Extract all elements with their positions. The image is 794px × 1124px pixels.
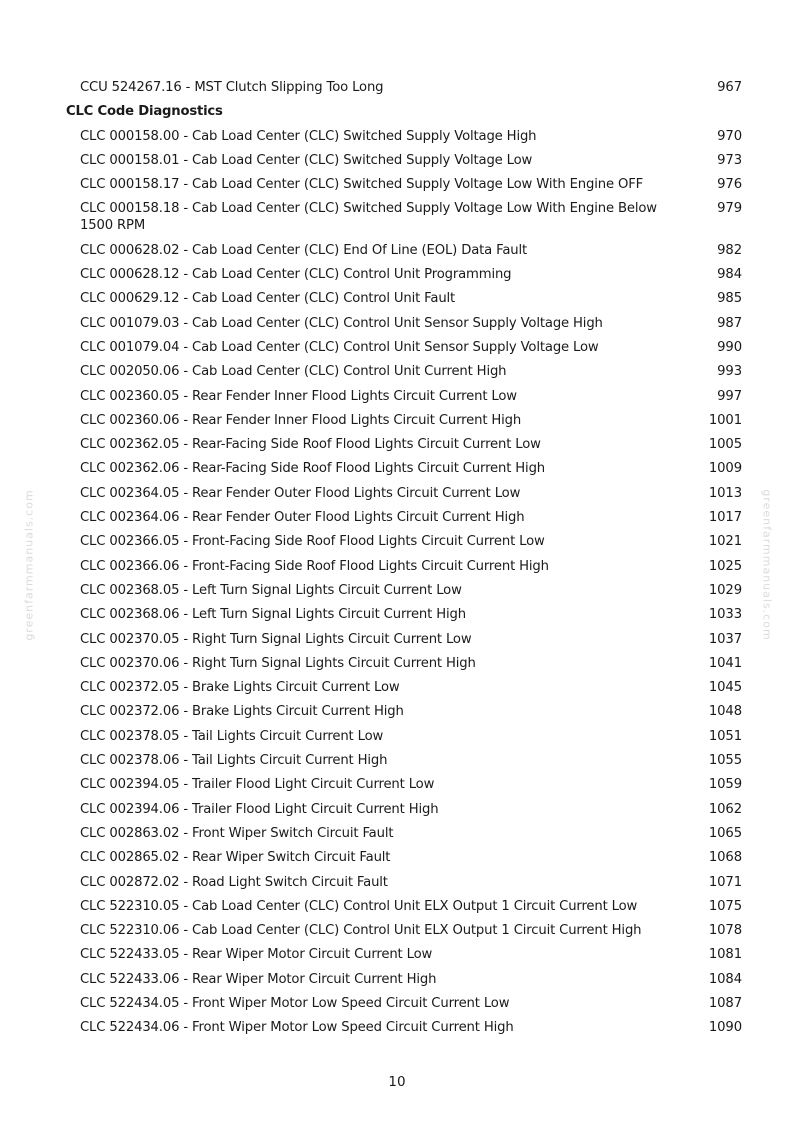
toc-entry-page: 1005 — [708, 437, 742, 453]
toc-entry-page: 993 — [717, 364, 742, 380]
toc-entry[interactable] — [0, 991, 794, 1015]
toc-entry-title: CLC 002366.06 - Front-Facing Side Roof Flood Lights Circuit Current High — [80, 558, 549, 574]
toc-section-heading — [0, 99, 794, 123]
toc-entry-title: CLC 002364.05 - Rear Fender Outer Flood Lights Circuit Current Low — [80, 485, 521, 501]
toc-entry[interactable] — [0, 772, 794, 796]
toc-entry-title: CLC 002394.05 - Trailer Flood Light Circuit Current Low — [80, 777, 435, 793]
toc-entry-title: CLC 002372.06 - Brake Lights Circuit Current High — [80, 704, 404, 720]
toc-entry-title: CLC 002368.06 - Left Turn Signal Lights Circuit Current High — [80, 607, 466, 623]
toc-entry-title: CLC 002370.05 - Right Turn Signal Lights Circuit Current Low — [80, 631, 472, 647]
page-number: 10 — [388, 1074, 406, 1090]
toc-entry-title: CLC 001079.04 - Cab Load Center (CLC) Control Unit Sensor Supply Voltage Low — [80, 339, 599, 355]
toc-entry-page: 1017 — [708, 510, 742, 526]
toc-entry-page: 987 — [717, 315, 742, 331]
toc-entry[interactable] — [0, 311, 794, 335]
toc-entry[interactable] — [0, 408, 794, 432]
toc-entry-title: CLC 002362.05 - Rear-Facing Side Roof Flood Lights Circuit Current Low — [80, 437, 541, 453]
toc-entry-title: CLC 002378.06 - Tail Lights Circuit Current High — [80, 753, 388, 769]
toc-entry-page: 1087 — [708, 995, 742, 1011]
toc-entry-page: 997 — [717, 388, 742, 404]
toc-entry-page: 967 — [717, 80, 742, 95]
toc-entry[interactable] — [0, 1015, 794, 1039]
toc-entry-title: CLC 000629.12 - Cab Load Center (CLC) Control Unit Fault — [80, 291, 456, 307]
toc-entry-page: 1068 — [708, 850, 742, 866]
toc-entry-page: 1081 — [708, 947, 742, 963]
toc-entry[interactable] — [0, 602, 794, 626]
toc-entry-title: CLC 002872.02 - Road Light Switch Circuit Fault — [80, 874, 388, 890]
toc-entry[interactable] — [0, 821, 794, 845]
toc-entry-title: CLC 002050.06 - Cab Load Center (CLC) Control Unit Current High — [80, 364, 507, 380]
toc-entry[interactable] — [0, 286, 794, 310]
toc-entry[interactable] — [0, 335, 794, 359]
toc-entry[interactable] — [0, 675, 794, 699]
toc-entry-title: CLC 002360.06 - Rear Fender Inner Flood Lights Circuit Current High — [80, 412, 522, 428]
toc-entry-title: CLC 002394.06 - Trailer Flood Light Circuit Current High — [80, 801, 439, 817]
toc-entry-page: 1025 — [708, 558, 742, 574]
toc-entry[interactable] — [0, 75, 794, 99]
table-of-contents — [0, 75, 794, 1040]
toc-entry-page: 1009 — [708, 461, 742, 477]
toc-entry[interactable] — [0, 748, 794, 772]
toc-entry[interactable] — [0, 627, 794, 651]
toc-entry-page: 1045 — [708, 680, 742, 696]
toc-entry-page: 1071 — [708, 874, 742, 890]
toc-entry-page: 1090 — [708, 1020, 742, 1036]
toc-entry-page: 1037 — [708, 631, 742, 647]
toc-entry[interactable] — [0, 529, 794, 553]
toc-entry[interactable] — [0, 870, 794, 894]
toc-entry-page: 1021 — [708, 534, 742, 550]
toc-entry[interactable] — [0, 148, 794, 172]
toc-entry-title: CLC 002865.02 - Rear Wiper Switch Circuit Fault — [80, 850, 391, 866]
toc-entry-title: CLC 002368.05 - Left Turn Signal Lights Circuit Current Low — [80, 582, 462, 598]
toc-entry[interactable] — [0, 578, 794, 602]
toc-entry-page: 1051 — [708, 728, 742, 744]
toc-entry-page: 1078 — [708, 923, 742, 939]
toc-entry[interactable] — [0, 384, 794, 408]
toc-entry-page: 1065 — [708, 825, 742, 841]
toc-entry-page: 1029 — [708, 582, 742, 598]
toc-entry[interactable] — [0, 196, 794, 237]
toc-entry-title: CLC 000158.17 - Cab Load Center (CLC) Switched Supply Voltage Low With Engine OFF — [80, 177, 644, 193]
toc-entry-title: CLC 522434.06 - Front Wiper Motor Low Speed Circuit Current High — [80, 1020, 514, 1036]
toc-entry-title: CLC 000628.02 - Cab Load Center (CLC) End Of Line (EOL) Data Fault — [80, 242, 528, 258]
toc-entry[interactable] — [0, 238, 794, 262]
toc-entry[interactable] — [0, 172, 794, 196]
toc-entry-title: CCU 524267.16 - MST Clutch Slipping Too Long — [80, 80, 384, 95]
toc-entry[interactable] — [0, 481, 794, 505]
toc-entry-title: CLC 001079.03 - Cab Load Center (CLC) Control Unit Sensor Supply Voltage High — [80, 315, 603, 331]
toc-entry-title: CLC 002366.05 - Front-Facing Side Roof Flood Lights Circuit Current Low — [80, 534, 545, 550]
toc-entry-page: 982 — [717, 242, 742, 258]
toc-entry[interactable] — [0, 797, 794, 821]
toc-entry-title: CLC 000628.12 - Cab Load Center (CLC) Control Unit Programming — [80, 267, 512, 283]
toc-entry[interactable] — [0, 724, 794, 748]
toc-entry[interactable] — [0, 942, 794, 966]
toc-entry-page: 984 — [717, 267, 742, 283]
toc-entry-title: CLC 002370.06 - Right Turn Signal Lights Circuit Current High — [80, 655, 476, 671]
toc-entry-page: 1001 — [708, 412, 742, 428]
toc-entry-page: 1033 — [708, 607, 742, 623]
toc-entry[interactable] — [0, 262, 794, 286]
toc-entry-title: CLC 002362.06 - Rear-Facing Side Roof Flood Lights Circuit Current High — [80, 461, 545, 477]
toc-entry[interactable] — [0, 918, 794, 942]
toc-entry[interactable] — [0, 699, 794, 723]
toc-entry-title: CLC 000158.00 - Cab Load Center (CLC) Switched Supply Voltage High — [80, 128, 537, 144]
toc-entry-page: 1013 — [708, 485, 742, 501]
toc-entry-page: 990 — [717, 339, 742, 355]
toc-entry[interactable] — [0, 456, 794, 480]
watermark-right: greenfarmmanuals.com — [760, 489, 774, 641]
toc-entry-page: 1084 — [708, 971, 742, 987]
toc-entry[interactable] — [0, 967, 794, 991]
toc-entry-page: 1075 — [708, 898, 742, 914]
toc-entry-page: 1041 — [708, 655, 742, 671]
toc-entry-page: 979 — [717, 201, 742, 217]
toc-entry-title: CLC 002360.05 - Rear Fender Inner Flood Lights Circuit Current Low — [80, 388, 517, 404]
section-title: CLC Code Diagnostics — [66, 104, 223, 120]
toc-entry[interactable] — [0, 505, 794, 529]
toc-entry[interactable] — [0, 651, 794, 675]
toc-entry-title: CLC 000158.18 - Cab Load Center (CLC) Switched Supply Voltage Low With Engine Below 1500 RPM — [80, 201, 657, 234]
toc-entry-page: 1048 — [708, 704, 742, 720]
toc-entry-page: 985 — [717, 291, 742, 307]
toc-entry-title: CLC 522310.05 - Cab Load Center (CLC) Control Unit ELX Output 1 Circuit Current Low — [80, 898, 638, 914]
toc-entry-page: 970 — [717, 128, 742, 144]
toc-entry-page: 1055 — [708, 753, 742, 769]
toc-entry[interactable] — [0, 845, 794, 869]
toc-entry[interactable] — [0, 359, 794, 383]
toc-entry-page: 976 — [717, 177, 742, 193]
toc-entry-page: 973 — [717, 152, 742, 168]
toc-entry[interactable] — [0, 432, 794, 456]
toc-entry-title: CLC 522433.05 - Rear Wiper Motor Circuit Current Low — [80, 947, 433, 963]
watermark-left: greenfarmmanuals.com — [22, 489, 36, 641]
toc-entry-page: 1059 — [708, 777, 742, 793]
toc-entry[interactable] — [0, 554, 794, 578]
toc-entry-title: CLC 002863.02 - Front Wiper Switch Circuit Fault — [80, 825, 394, 841]
toc-entry[interactable] — [0, 124, 794, 148]
toc-entry[interactable] — [0, 894, 794, 918]
toc-entry-title: CLC 002378.05 - Tail Lights Circuit Current Low — [80, 728, 384, 744]
toc-entry-title: CLC 000158.01 - Cab Load Center (CLC) Switched Supply Voltage Low — [80, 152, 533, 168]
toc-entry-title: CLC 002372.05 - Brake Lights Circuit Current Low — [80, 680, 400, 696]
toc-entry-title: CLC 522433.06 - Rear Wiper Motor Circuit Current High — [80, 971, 437, 987]
toc-entry-title: CLC 522310.06 - Cab Load Center (CLC) Control Unit ELX Output 1 Circuit Current High — [80, 923, 642, 939]
toc-entry-title: CLC 002364.06 - Rear Fender Outer Flood Lights Circuit Current High — [80, 510, 525, 526]
toc-entry-page: 1062 — [708, 801, 742, 817]
toc-entry-title: CLC 522434.05 - Front Wiper Motor Low Speed Circuit Current Low — [80, 995, 510, 1011]
